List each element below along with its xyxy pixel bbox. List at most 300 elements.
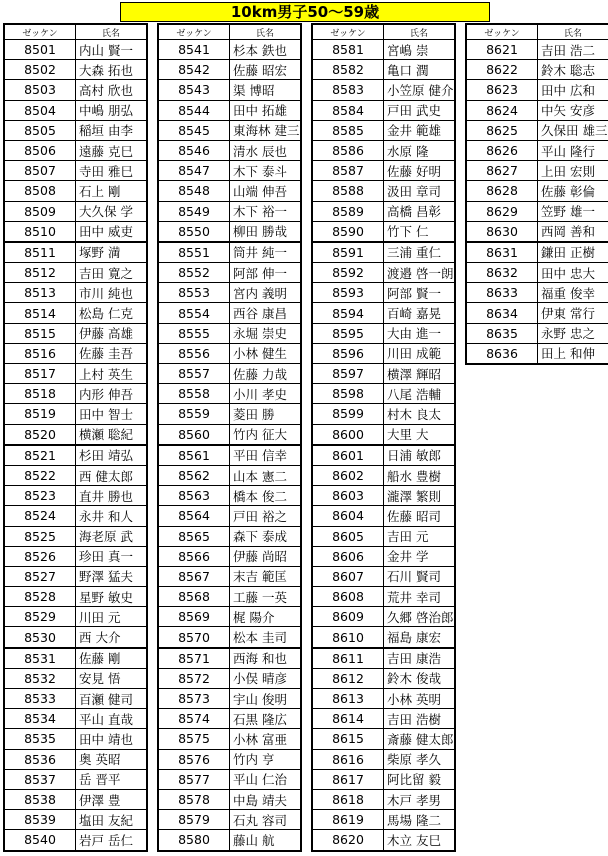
table-row [466,242,608,263]
table-row [158,303,301,323]
table-row [4,161,147,181]
table-row [312,566,455,586]
bib-number: 8612 [312,668,384,688]
bib-number: 8552 [158,263,230,283]
runner-name: 阿部 伸一 [230,263,302,283]
runner-name: 鎌田 正樹 [538,242,608,263]
table-row [312,526,455,546]
table-row [4,546,147,566]
bib-number: 8597 [312,364,384,384]
table-row [158,587,301,607]
runner-name: 梶 陽介 [230,607,302,627]
bib-number: 8513 [4,283,76,303]
table-row [4,789,147,809]
bib-number: 8578 [158,789,230,809]
runner-name: 竹内 亨 [230,749,302,769]
runner-name: 小笠原 健介 [384,80,456,100]
table-row [158,506,301,526]
bib-number: 8555 [158,323,230,343]
bib-number: 8506 [4,140,76,160]
runner-name: 柳田 勝哉 [230,221,302,242]
bib-number: 8514 [4,303,76,323]
table-row [312,607,455,627]
bib-number: 8625 [466,120,538,140]
table-row [4,607,147,627]
table-row [312,810,455,830]
entry-table-4 [465,23,608,365]
table-row [4,769,147,789]
bib-number: 8574 [158,709,230,729]
table-row [158,627,301,648]
table-row [158,343,301,363]
table-row [466,161,608,181]
table-row [158,404,301,424]
bib-number: 8598 [312,384,384,404]
bib-number: 8633 [466,283,538,303]
runner-name: 阿部 賢一 [384,283,456,303]
bib-number: 8521 [4,445,76,466]
runner-name: 戸田 裕之 [230,506,302,526]
bib-number: 8583 [312,80,384,100]
runner-name: 斎藤 健太郎 [384,729,456,749]
table-row [158,384,301,404]
table-row [312,445,455,466]
table-row [158,60,301,80]
bib-number: 8587 [312,161,384,181]
table-row [312,242,455,263]
table-row [158,546,301,566]
bib-number: 8579 [158,810,230,830]
runner-name: 平山 仁治 [230,769,302,789]
runner-name: 石川 賢司 [384,566,456,586]
bib-number: 8619 [312,810,384,830]
table-row [312,40,455,60]
table-row [158,607,301,627]
runner-name: 瀧澤 繁則 [384,486,456,506]
runner-name: 鈴木 俊哉 [384,668,456,688]
bib-number: 8631 [466,242,538,263]
table-row [4,404,147,424]
bib-number: 8564 [158,506,230,526]
table-row [312,506,455,526]
bib-number: 8547 [158,161,230,181]
bib-number: 8511 [4,242,76,263]
table-row [4,80,147,100]
runner-name: 川田 成範 [384,343,456,363]
runner-name: 横瀬 聡紀 [76,424,148,445]
bib-number: 8590 [312,221,384,242]
bib-number: 8586 [312,140,384,160]
bib-number: 8562 [158,465,230,485]
table-row [4,60,147,80]
bib-number: 8540 [4,830,76,851]
runner-name: 金井 範雄 [384,120,456,140]
bib-number: 8503 [4,80,76,100]
table-row [4,689,147,709]
table-row [466,323,608,343]
runner-name: 宮嶋 崇 [384,40,456,60]
runner-name: 亀口 潤 [384,60,456,80]
bib-number: 8615 [312,729,384,749]
name-header: 氏名 [230,24,302,40]
runner-name: 宇山 俊明 [230,689,302,709]
runner-name: 松本 圭司 [230,627,302,648]
bib-number: 8584 [312,100,384,120]
runner-name: 工藤 一英 [230,587,302,607]
bib-number: 8596 [312,343,384,363]
bib-number: 8557 [158,364,230,384]
runner-name: 木下 裕一 [230,201,302,221]
bib-header: ゼッケン [312,24,384,40]
bib-number: 8565 [158,526,230,546]
bib-number: 8541 [158,40,230,60]
runner-name: 石丸 容司 [230,810,302,830]
table-row [4,729,147,749]
bib-number: 8545 [158,120,230,140]
bib-number: 8570 [158,627,230,648]
table-row [312,587,455,607]
runner-name: 川田 元 [76,607,148,627]
name-header: 氏名 [538,24,608,40]
bib-number: 8519 [4,404,76,424]
runner-name: 内形 伸吾 [76,384,148,404]
runner-name: 三浦 重仁 [384,242,456,263]
runner-name: 渡邉 啓一朗 [384,263,456,283]
bib-number: 8516 [4,343,76,363]
runner-name: 伊澤 豊 [76,789,148,809]
runner-name: 吉田 浩二 [538,40,608,60]
bib-number: 8507 [4,161,76,181]
runner-name: 平田 信幸 [230,445,302,466]
table-row [158,465,301,485]
bib-number: 8536 [4,749,76,769]
table-row [312,546,455,566]
runner-name: 野澤 猛夫 [76,566,148,586]
runner-name: 戸田 武史 [384,100,456,120]
runner-name: 伊東 常行 [538,303,608,323]
table-row [312,424,455,445]
runner-name: 岩戸 岳仁 [76,830,148,851]
bib-number: 8515 [4,323,76,343]
table-row [4,242,147,263]
table-row [312,201,455,221]
bib-number: 8527 [4,566,76,586]
table-row [312,668,455,688]
runner-name: 永井 和人 [76,506,148,526]
bib-number: 8559 [158,404,230,424]
table-row [4,283,147,303]
bib-number: 8529 [4,607,76,627]
bib-number: 8551 [158,242,230,263]
bib-number: 8577 [158,769,230,789]
bib-number: 8554 [158,303,230,323]
table-row [158,668,301,688]
bib-number: 8609 [312,607,384,627]
runner-name: 橋本 俊二 [230,486,302,506]
runner-name: 藤山 航 [230,830,302,851]
runner-name: 安見 悟 [76,668,148,688]
table-row [466,181,608,201]
table-row [312,830,455,851]
bib-number: 8535 [4,729,76,749]
bib-number: 8501 [4,40,76,60]
runner-name: 岳 晋平 [76,769,148,789]
bib-number: 8512 [4,263,76,283]
runner-name: 小林 健生 [230,343,302,363]
bib-number: 8622 [466,60,538,80]
bib-number: 8537 [4,769,76,789]
runner-name: 佐藤 剛 [76,648,148,669]
runner-name: 日浦 敏郎 [384,445,456,466]
runner-name: 平山 隆行 [538,140,608,160]
runner-name: 福島 康宏 [384,627,456,648]
runner-name: 船水 豊樹 [384,465,456,485]
bib-number: 8502 [4,60,76,80]
bib-number: 8561 [158,445,230,466]
table-row [4,181,147,201]
runner-name: 木下 泰斗 [230,161,302,181]
bib-number: 8575 [158,729,230,749]
bib-number: 8522 [4,465,76,485]
bib-number: 8550 [158,221,230,242]
runner-name: 寺田 雅巳 [76,161,148,181]
bib-number: 8624 [466,100,538,120]
runner-name: 永野 忠之 [538,323,608,343]
table-row [4,668,147,688]
table-row [466,263,608,283]
runner-name: 海老原 武 [76,526,148,546]
runner-name: 西岡 善和 [538,221,608,242]
runner-name: 西 健太郎 [76,465,148,485]
runner-name: 木立 友巳 [384,830,456,851]
table-row [158,201,301,221]
table-row [158,221,301,242]
runner-name: 西 大介 [76,627,148,648]
runner-name: 石上 剛 [76,181,148,201]
bib-number: 8629 [466,201,538,221]
runner-name: 吉田 康浩 [384,648,456,669]
table-row [312,161,455,181]
table-row [312,343,455,363]
bib-number: 8542 [158,60,230,80]
runner-name: 田中 広和 [538,80,608,100]
runner-name: 村木 良太 [384,404,456,424]
runner-name: 中島 靖夫 [230,789,302,809]
table-row [4,810,147,830]
table-row [158,242,301,263]
bib-number: 8532 [4,668,76,688]
runner-name: 荒井 幸司 [384,587,456,607]
table-row [312,323,455,343]
runner-name: 山本 憲二 [230,465,302,485]
table-row [158,648,301,669]
bib-number: 8508 [4,181,76,201]
bib-number: 8628 [466,181,538,201]
runner-name: 久郷 啓治郎 [384,607,456,627]
bib-number: 8524 [4,506,76,526]
table-row [312,689,455,709]
runner-name: 中矢 安彦 [538,100,608,120]
bib-number: 8569 [158,607,230,627]
runner-name: 菱田 勝 [230,404,302,424]
bib-number: 8517 [4,364,76,384]
bib-number: 8635 [466,323,538,343]
table-row [312,729,455,749]
table-row [466,100,608,120]
table-row [466,80,608,100]
runner-name: 奥 英昭 [76,749,148,769]
bib-number: 8636 [466,343,538,364]
bib-number: 8588 [312,181,384,201]
bib-number: 8611 [312,648,384,669]
table-row [4,749,147,769]
bib-number: 8580 [158,830,230,851]
table-row [4,465,147,485]
runner-name: 汲田 章司 [384,181,456,201]
table-row [158,80,301,100]
bib-number: 8616 [312,749,384,769]
runner-name: 阿比留 毅 [384,769,456,789]
runner-name: 福重 俊幸 [538,283,608,303]
runner-name: 大森 拓也 [76,60,148,80]
table-header [466,24,608,40]
table-row [466,343,608,364]
table-row [158,140,301,160]
runner-name: 佐藤 彰倫 [538,181,608,201]
runner-name: 佐藤 好明 [384,161,456,181]
table-row [4,303,147,323]
bib-number: 8599 [312,404,384,424]
bib-header: ゼッケン [158,24,230,40]
runner-name: 田上 和伸 [538,343,608,364]
table-row [4,40,147,60]
bib-number: 8614 [312,709,384,729]
table-row [158,709,301,729]
bib-number: 8632 [466,263,538,283]
bib-number: 8613 [312,689,384,709]
table-row [158,729,301,749]
table-row [4,830,147,851]
table-row [312,404,455,424]
runner-name: 大里 大 [384,424,456,445]
table-row [158,689,301,709]
table-row [312,140,455,160]
runner-name: 横澤 輝昭 [384,364,456,384]
table-header [158,24,301,40]
table-row [312,465,455,485]
bib-number: 8585 [312,120,384,140]
runner-name: 高村 欣也 [76,80,148,100]
runner-name: 松島 仁克 [76,303,148,323]
table-row [312,303,455,323]
table-row [466,283,608,303]
bib-number: 8606 [312,546,384,566]
bib-number: 8573 [158,689,230,709]
runner-name: 西谷 康昌 [230,303,302,323]
table-row [4,506,147,526]
table-row [4,424,147,445]
table-row [158,283,301,303]
runner-name: 塚野 満 [76,242,148,263]
table-row [466,140,608,160]
runner-name: 大由 進一 [384,323,456,343]
table-row [312,789,455,809]
bib-number: 8509 [4,201,76,221]
bib-number: 8617 [312,769,384,789]
table-row [4,384,147,404]
bib-number: 8546 [158,140,230,160]
bib-number: 8605 [312,526,384,546]
name-header: 氏名 [76,24,148,40]
table-row [158,100,301,120]
entry-table-2 [157,23,302,852]
bib-number: 8572 [158,668,230,688]
bib-number: 8520 [4,424,76,445]
runner-name: 上村 英生 [76,364,148,384]
table-row [466,221,608,242]
name-header: 氏名 [384,24,456,40]
table-row [312,120,455,140]
bib-number: 8607 [312,566,384,586]
bib-number: 8525 [4,526,76,546]
table-row [4,648,147,669]
runner-name: 水原 隆 [384,140,456,160]
runner-name: 塩田 友紀 [76,810,148,830]
bib-number: 8530 [4,627,76,648]
entry-table-1 [3,23,148,852]
table-row [312,486,455,506]
table-row [158,769,301,789]
table-row [158,566,301,586]
bib-number: 8533 [4,689,76,709]
runner-name: 渠 博昭 [230,80,302,100]
bib-number: 8553 [158,283,230,303]
runner-name: 佐藤 昭司 [384,506,456,526]
table-row [4,343,147,363]
bib-number: 8604 [312,506,384,526]
table-row [4,627,147,648]
bib-number: 8568 [158,587,230,607]
table-row [466,120,608,140]
table-row [158,120,301,140]
table-row [312,384,455,404]
table-row [312,769,455,789]
runner-name: 東海林 建三 [230,120,302,140]
runner-name: 柴原 孝久 [384,749,456,769]
table-row [158,810,301,830]
runner-name: 杉本 鉄也 [230,40,302,60]
runner-name: 森下 泰成 [230,526,302,546]
bib-number: 8567 [158,566,230,586]
table-header [4,24,147,40]
runner-name: 田中 智士 [76,404,148,424]
runner-name: 末吉 範匡 [230,566,302,586]
table-header [312,24,455,40]
runner-name: 遠藤 克巳 [76,140,148,160]
runner-name: 金井 学 [384,546,456,566]
table-row [466,60,608,80]
table-row [4,100,147,120]
table-row [466,303,608,323]
bib-number: 8505 [4,120,76,140]
runner-name: 竹下 仁 [384,221,456,242]
bib-number: 8630 [466,221,538,242]
runner-name: 直井 勝也 [76,486,148,506]
runner-name: 伊藤 尚昭 [230,546,302,566]
table-row [158,486,301,506]
table-row [312,100,455,120]
runner-name: 小林 英明 [384,689,456,709]
